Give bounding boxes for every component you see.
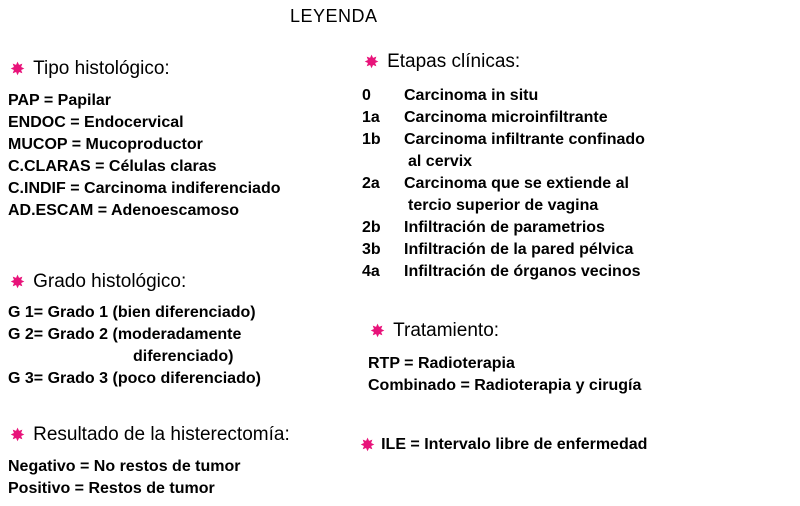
tratamiento-heading — [370, 320, 499, 342]
list-item: MUCOP = Mucoproductor — [8, 136, 203, 153]
resultado-heading — [10, 424, 290, 446]
list-item: RTP = Radioterapia — [368, 355, 515, 372]
ile-label: ILE = Intervalo libre de enfermedad — [381, 436, 648, 453]
list-item: Positivo = Restos de tumor — [8, 480, 215, 497]
stage-desc: Carcinoma que se extiende al — [404, 175, 629, 192]
asterisk-bullet-icon: ✸ — [10, 59, 26, 79]
stage-code: 0 — [362, 87, 371, 104]
list-item: G 1= Grado 1 (bien diferenciado) — [8, 304, 256, 321]
stage-code: 4a — [362, 263, 380, 280]
list-item: G 2= Grado 2 (moderadamente — [8, 326, 242, 343]
resultado-list — [8, 456, 241, 500]
stage-desc: Carcinoma infiltrante confinado — [404, 131, 645, 148]
stage-desc: Infiltración de órganos vecinos — [404, 263, 641, 280]
tipo-heading — [10, 58, 170, 80]
stage-code: 3b — [362, 241, 381, 258]
asterisk-bullet-icon: ✸ — [370, 321, 386, 341]
list-item: diferenciado) — [133, 348, 234, 365]
ile-note — [360, 436, 647, 454]
stage-code: 1a — [362, 109, 380, 126]
list-item: AD.ESCAM = Adenoescamoso — [8, 202, 240, 219]
asterisk-bullet-icon: ✸ — [10, 425, 26, 445]
grado-heading-label: Grado histológico: — [33, 271, 187, 292]
list-item: Combinado = Radioterapia y cirugía — [368, 377, 642, 394]
tratamiento-list — [368, 353, 641, 397]
stage-desc-continuation: al cervix — [408, 153, 473, 170]
legend-title: LEYENDA — [290, 6, 378, 26]
asterisk-bullet-icon: ✸ — [10, 272, 26, 292]
stage-desc: Infiltración de la pared pélvica — [404, 241, 634, 258]
stage-code: 2b — [362, 219, 381, 236]
stage-row — [362, 107, 645, 129]
stage-row — [362, 85, 645, 107]
stage-code: 2a — [362, 175, 380, 192]
etapas-list — [362, 85, 645, 283]
stage-desc: Carcinoma microinfiltrante — [404, 109, 608, 126]
etapas-heading-label: Etapas clínicas: — [387, 51, 521, 72]
list-item: G 3= Grado 3 (poco diferenciado) — [8, 370, 261, 387]
stage-row — [362, 173, 645, 195]
list-item: PAP = Papilar — [8, 92, 112, 109]
list-item: ENDOC = Endocervical — [8, 114, 184, 131]
stage-desc: Carcinoma in situ — [404, 87, 539, 104]
list-item: Negativo = No restos de tumor — [8, 458, 241, 475]
tipo-heading-label: Tipo histológico: — [33, 58, 170, 79]
stage-desc-continuation: tercio superior de vagina — [408, 197, 599, 214]
list-item: C.CLARAS = Células claras — [8, 158, 217, 175]
asterisk-bullet-icon: ✸ — [360, 435, 376, 455]
stage-desc: Infiltración de parametrios — [404, 219, 605, 236]
stage-row — [362, 239, 645, 261]
stage-code: 1b — [362, 131, 381, 148]
tratamiento-heading-label: Tratamiento: — [393, 320, 500, 341]
stage-row — [362, 217, 645, 239]
tipo-list — [8, 90, 281, 222]
stage-row — [362, 261, 645, 283]
list-item: C.INDIF = Carcinoma indiferenciado — [8, 180, 281, 197]
resultado-heading-label: Resultado de la histerectomía: — [33, 424, 290, 445]
grado-list — [8, 302, 261, 390]
etapas-heading — [364, 51, 520, 73]
stage-row — [362, 129, 645, 151]
asterisk-bullet-icon: ✸ — [364, 52, 380, 72]
grado-heading — [10, 271, 186, 293]
